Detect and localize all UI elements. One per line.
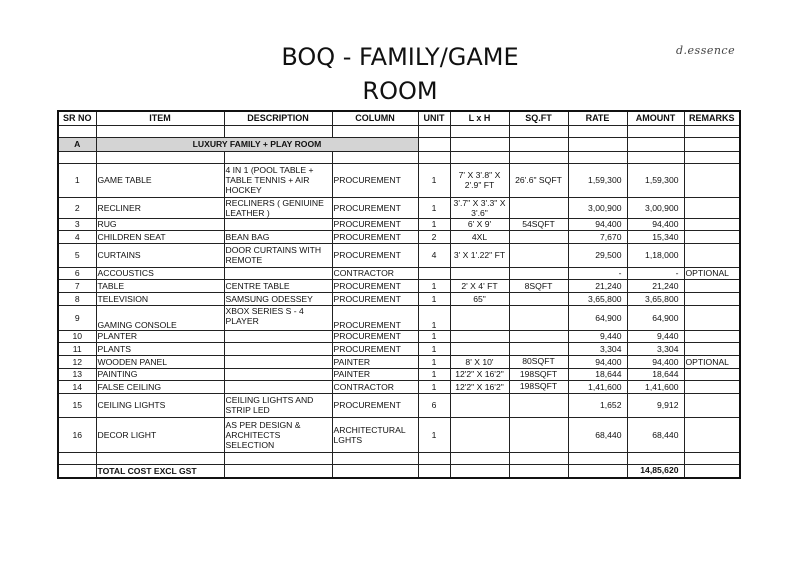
cell-remarks	[684, 218, 740, 230]
cell-sr: 2	[58, 197, 96, 218]
cell-amount: 9,440	[627, 330, 684, 342]
cell-sqft: 8SQFT	[509, 279, 568, 292]
cell-item: FALSE CEILING	[96, 380, 224, 393]
cell-amount: 15,340	[627, 230, 684, 243]
cell-unit: 1	[418, 330, 450, 342]
cell-description	[224, 380, 332, 393]
cell-description	[224, 267, 332, 279]
table-row	[58, 230, 740, 243]
cell-item: PLANTER	[96, 330, 224, 342]
cell-amount: 9,912	[627, 393, 684, 417]
header-description: DESCRIPTION	[224, 111, 332, 125]
cell-sr: 9	[58, 305, 96, 330]
cell-sr: 12	[58, 355, 96, 368]
cell-item: WOODEN PANEL	[96, 355, 224, 368]
table-row	[58, 305, 740, 330]
cell-amount: 1,18,000	[627, 243, 684, 267]
page-title-line-2: ROOM	[362, 77, 438, 105]
cell-remarks	[684, 292, 740, 305]
table-row	[58, 355, 740, 368]
cell-remarks: OPTIONAL	[684, 355, 740, 368]
cell-description	[224, 342, 332, 355]
cell-item: PAINTING	[96, 368, 224, 380]
spacer-row	[58, 151, 740, 163]
cell-rate: 64,900	[568, 305, 627, 330]
cell-unit: 1	[418, 417, 450, 452]
cell-lxh	[450, 267, 509, 279]
cell-unit: 4	[418, 243, 450, 267]
header-sqft: SQ.FT	[509, 111, 568, 125]
total-row	[58, 464, 740, 478]
cell-description: CEILING LIGHTS AND STRIP LED	[224, 393, 332, 417]
cell-sqft: 198SQFT	[509, 380, 568, 393]
cell-remarks	[684, 330, 740, 342]
header-rate: RATE	[568, 111, 627, 125]
cell-amount: 21,240	[627, 279, 684, 292]
cell-unit: 1	[418, 218, 450, 230]
cell-description	[224, 330, 332, 342]
cell-rate: 3,00,900	[568, 197, 627, 218]
cell-unit: 1	[418, 305, 450, 330]
table-row	[58, 330, 740, 342]
cell-description: CENTRE TABLE	[224, 279, 332, 292]
cell-remarks	[684, 163, 740, 197]
cell-amount: 3,00,900	[627, 197, 684, 218]
cell-sqft	[509, 330, 568, 342]
table-row	[58, 279, 740, 292]
cell-column: CONTRACTOR	[332, 380, 418, 393]
cell-unit: 1	[418, 368, 450, 380]
table-row	[58, 267, 740, 279]
table-row	[58, 163, 740, 197]
cell-sr: 7	[58, 279, 96, 292]
cell-sr: 4	[58, 230, 96, 243]
cell-sqft	[509, 197, 568, 218]
cell-column: PROCUREMENT	[332, 342, 418, 355]
cell-column: PROCUREMENT	[332, 393, 418, 417]
cell-rate: 68,440	[568, 417, 627, 452]
cell-column: CONTRACTOR	[332, 267, 418, 279]
cell-unit: 6	[418, 393, 450, 417]
cell-remarks	[684, 342, 740, 355]
cell-item: CHILDREN SEAT	[96, 230, 224, 243]
cell-unit: 1	[418, 163, 450, 197]
cell-unit: 1	[418, 279, 450, 292]
cell-description: 4 IN 1 (POOL TABLE + TABLE TENNIS + AIR HOCKEY	[224, 163, 332, 197]
cell-sr: 15	[58, 393, 96, 417]
cell-remarks	[684, 417, 740, 452]
cell-rate: 3,304	[568, 342, 627, 355]
cell-unit: 1	[418, 342, 450, 355]
cell-lxh	[450, 393, 509, 417]
cell-lxh: 12'2" X 16'2"	[450, 380, 509, 393]
cell-item: TABLE	[96, 279, 224, 292]
section-row	[58, 137, 740, 151]
cell-amount: 3,65,800	[627, 292, 684, 305]
cell-remarks	[684, 243, 740, 267]
cell-unit: 1	[418, 292, 450, 305]
cell-item: RECLINER	[96, 197, 224, 218]
cell-remarks	[684, 368, 740, 380]
cell-lxh	[450, 342, 509, 355]
table-row	[58, 342, 740, 355]
cell-rate: 3,65,800	[568, 292, 627, 305]
cell-lxh: 3'.7" X 3'.3" X 3'.6"	[450, 197, 509, 218]
cell-description: XBOX SERIES S - 4 PLAYER	[224, 305, 332, 330]
cell-amount: 64,900	[627, 305, 684, 330]
cell-lxh	[450, 305, 509, 330]
cell-remarks	[684, 197, 740, 218]
cell-column: PROCUREMENT	[332, 163, 418, 197]
cell-amount: 94,400	[627, 355, 684, 368]
total-label: TOTAL COST EXCL GST	[96, 464, 224, 478]
cell-unit: 1	[418, 380, 450, 393]
table-header-row	[58, 111, 740, 125]
cell-amount: -	[627, 267, 684, 279]
cell-amount: 68,440	[627, 417, 684, 452]
cell-sr: 14	[58, 380, 96, 393]
cell-sqft	[509, 292, 568, 305]
cell-lxh: 4XL	[450, 230, 509, 243]
cell-sqft: 198SQFT	[509, 368, 568, 380]
cell-sr: 5	[58, 243, 96, 267]
section-sr: A	[58, 137, 96, 151]
cell-lxh: 12'2" X 16'2"	[450, 368, 509, 380]
cell-column: PROCUREMENT	[332, 305, 418, 330]
cell-sr: 1	[58, 163, 96, 197]
cell-remarks: OPTIONAL	[684, 267, 740, 279]
cell-description: DOOR CURTAINS WITH REMOTE	[224, 243, 332, 267]
cell-sr: 11	[58, 342, 96, 355]
cell-description: SAMSUNG ODESSEY	[224, 292, 332, 305]
cell-sr: 6	[58, 267, 96, 279]
table-row	[58, 417, 740, 452]
cell-column: PROCUREMENT	[332, 292, 418, 305]
cell-unit: 2	[418, 230, 450, 243]
total-amount: 14,85,620	[627, 464, 684, 478]
cell-sqft: 80SQFT	[509, 355, 568, 368]
cell-sqft: 54SQFT	[509, 218, 568, 230]
cell-sqft	[509, 230, 568, 243]
header-unit: UNIT	[418, 111, 450, 125]
cell-item: GAMING CONSOLE	[96, 305, 224, 330]
cell-column: PROCUREMENT	[332, 243, 418, 267]
cell-lxh: 2' X 4' FT	[450, 279, 509, 292]
cell-item: PLANTS	[96, 342, 224, 355]
table-row	[58, 380, 740, 393]
cell-amount: 1,59,300	[627, 163, 684, 197]
cell-item: GAME TABLE	[96, 163, 224, 197]
cell-unit	[418, 267, 450, 279]
cell-rate: -	[568, 267, 627, 279]
cell-column: ARCHITECTURAL LGHTS	[332, 417, 418, 452]
cell-remarks	[684, 305, 740, 330]
cell-rate: 21,240	[568, 279, 627, 292]
cell-item: DECOR LIGHT	[96, 417, 224, 452]
cell-sqft	[509, 305, 568, 330]
table-row	[58, 292, 740, 305]
cell-sqft	[509, 243, 568, 267]
cell-sqft	[509, 417, 568, 452]
cell-column: PAINTER	[332, 368, 418, 380]
cell-unit: 1	[418, 197, 450, 218]
spacer-row	[58, 125, 740, 137]
cell-lxh	[450, 417, 509, 452]
cell-description	[224, 355, 332, 368]
cell-unit: 1	[418, 355, 450, 368]
cell-item: CEILING LIGHTS	[96, 393, 224, 417]
header-remarks: REMARKS	[684, 111, 740, 125]
cell-lxh: 3' X 1'.22" FT	[450, 243, 509, 267]
table-row	[58, 368, 740, 380]
cell-description: BEAN BAG	[224, 230, 332, 243]
cell-rate: 94,400	[568, 218, 627, 230]
cell-column: PROCUREMENT	[332, 330, 418, 342]
table-row	[58, 197, 740, 218]
cell-description	[224, 368, 332, 380]
cell-remarks	[684, 380, 740, 393]
cell-column: PAINTER	[332, 355, 418, 368]
cell-sqft	[509, 267, 568, 279]
cell-remarks	[684, 279, 740, 292]
cell-amount: 94,400	[627, 218, 684, 230]
cell-description: RECLINERS ( GENIUINE LEATHER )	[224, 197, 332, 218]
page-title-line-1: BOQ - FAMILY/GAME	[281, 43, 519, 71]
cell-rate: 7,670	[568, 230, 627, 243]
cell-lxh: 8' X 10'	[450, 355, 509, 368]
section-label: LUXURY FAMILY + PLAY ROOM	[96, 137, 418, 151]
cell-item: CURTAINS	[96, 243, 224, 267]
header-item: ITEM	[96, 111, 224, 125]
cell-amount: 1,41,600	[627, 380, 684, 393]
cell-sr: 13	[58, 368, 96, 380]
cell-rate: 1,59,300	[568, 163, 627, 197]
cell-column: PROCUREMENT	[332, 279, 418, 292]
cell-lxh: 65"	[450, 292, 509, 305]
cell-rate: 18,644	[568, 368, 627, 380]
cell-sr: 10	[58, 330, 96, 342]
cell-sqft: 26'.6" SQFT	[509, 163, 568, 197]
cell-sqft	[509, 393, 568, 417]
cell-item: TELEVISION	[96, 292, 224, 305]
cell-amount: 3,304	[627, 342, 684, 355]
cell-rate: 94,400	[568, 355, 627, 368]
cell-remarks	[684, 393, 740, 417]
cell-sr: 3	[58, 218, 96, 230]
table-row	[58, 393, 740, 417]
cell-rate: 1,41,600	[568, 380, 627, 393]
cell-item: RUG	[96, 218, 224, 230]
table-row	[58, 218, 740, 230]
header-amount: AMOUNT	[627, 111, 684, 125]
table-row	[58, 243, 740, 267]
cell-item: ACCOUSTICS	[96, 267, 224, 279]
brand-logo: d.essence	[676, 44, 736, 57]
header-sr-no: SR NO	[58, 111, 96, 125]
header-lxh: L x H	[450, 111, 509, 125]
spacer-row	[58, 452, 740, 464]
cell-column: PROCUREMENT	[332, 230, 418, 243]
cell-remarks	[684, 230, 740, 243]
cell-rate: 1,652	[568, 393, 627, 417]
cell-description: AS PER DESIGN & ARCHITECTS SELECTION	[224, 417, 332, 452]
cell-lxh: 7' X 3'.8" X 2'.9" FT	[450, 163, 509, 197]
cell-sqft	[509, 342, 568, 355]
header-column: COLUMN	[332, 111, 418, 125]
cell-rate: 9,440	[568, 330, 627, 342]
cell-column: PROCUREMENT	[332, 197, 418, 218]
cell-lxh	[450, 330, 509, 342]
cell-sr: 8	[58, 292, 96, 305]
cell-rate: 29,500	[568, 243, 627, 267]
cell-lxh: 6' X 9'	[450, 218, 509, 230]
cell-column: PROCUREMENT	[332, 218, 418, 230]
cell-amount: 18,644	[627, 368, 684, 380]
cell-sr: 16	[58, 417, 96, 452]
boq-table	[57, 110, 741, 479]
cell-description	[224, 218, 332, 230]
